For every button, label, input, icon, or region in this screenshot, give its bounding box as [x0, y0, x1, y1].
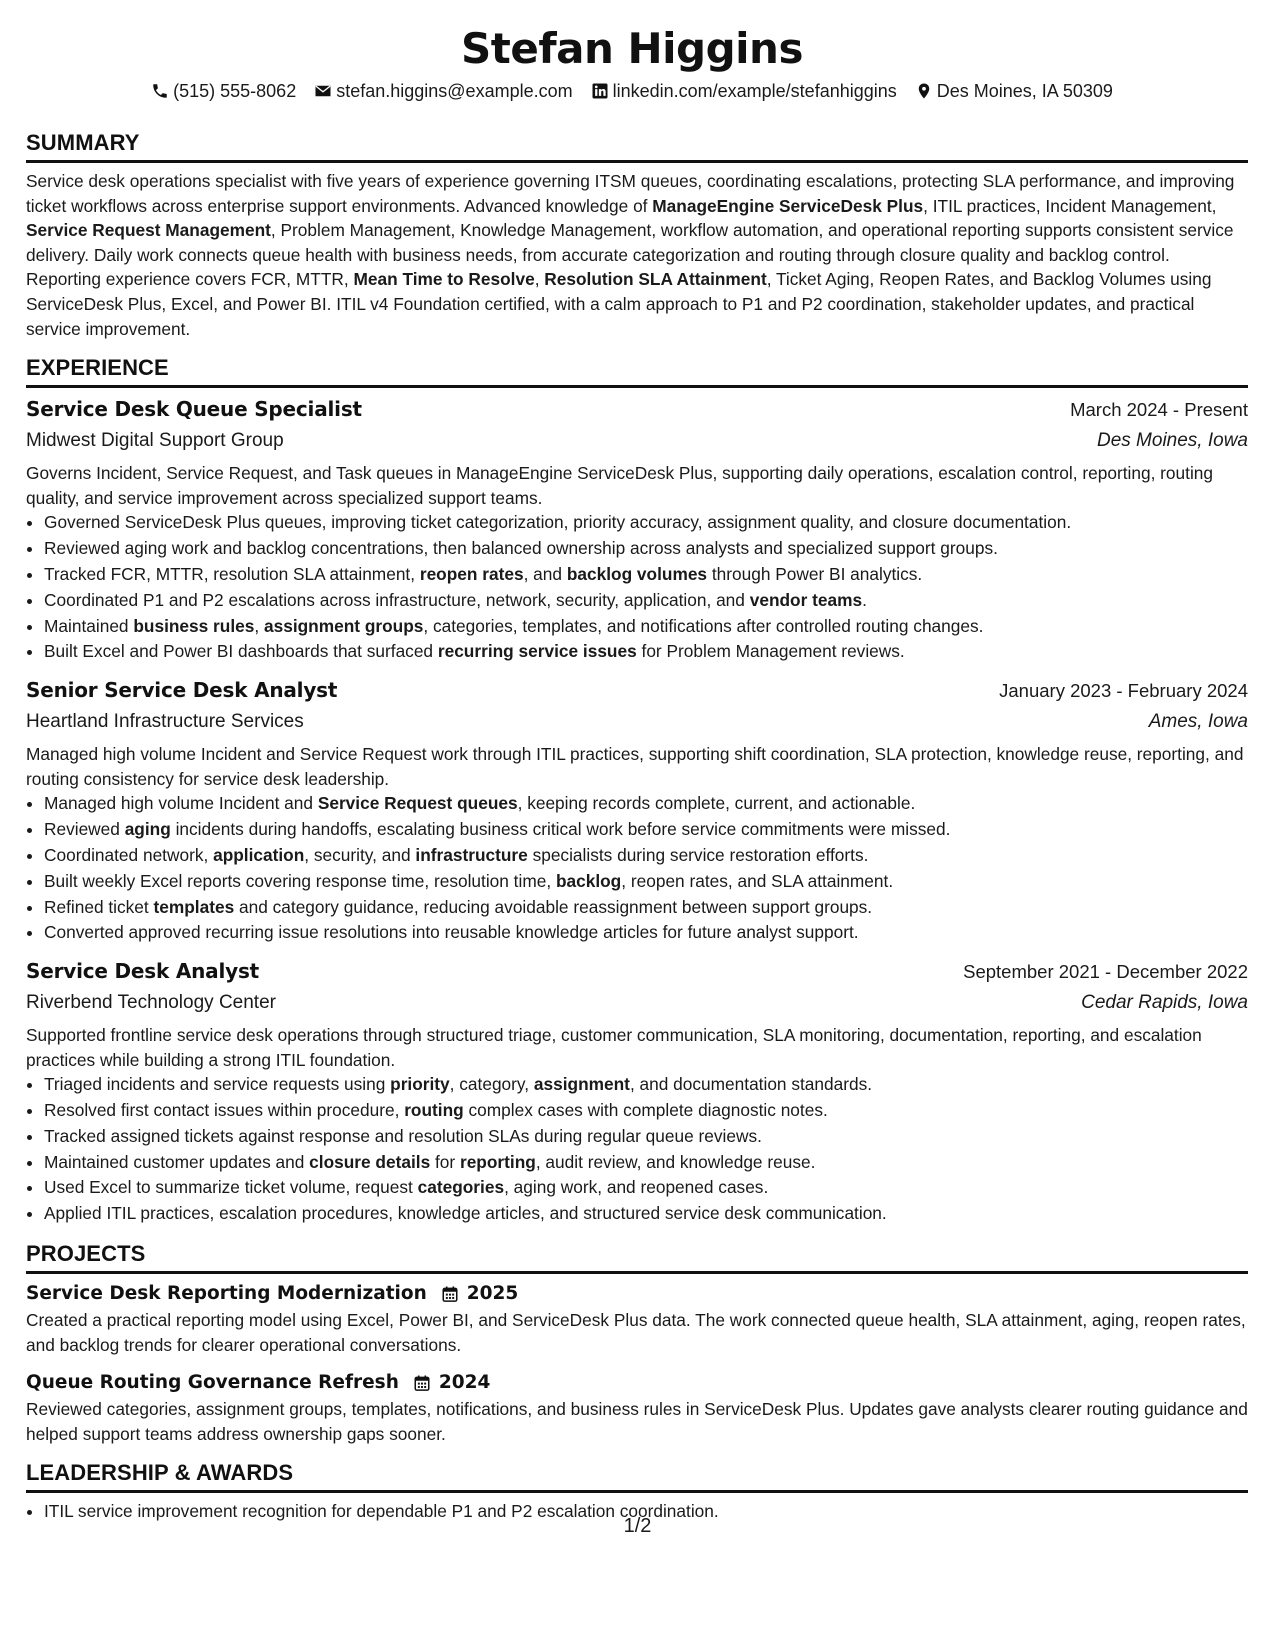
emphasis-text: Service Request Management [26, 220, 271, 241]
emphasis-text: backlog volumes [566, 563, 708, 584]
contact-phone [151, 78, 296, 104]
bullet-item [44, 639, 1248, 665]
section-heading-projects: PROJECTS [26, 1241, 1248, 1274]
project-header [26, 1280, 1248, 1308]
text-run: Maintained customer updates and [44, 1151, 310, 1172]
emphasis-text: recurring service issues [437, 641, 637, 662]
job-bullet-list [26, 1072, 1248, 1227]
job-bullet-list [26, 791, 1248, 946]
experience-section [26, 355, 1248, 1227]
job-location: Cedar Rapids, Iowa [1081, 992, 1248, 1014]
summary-section [26, 130, 1248, 341]
job-company-row [26, 987, 1248, 1019]
bullet-item [44, 1072, 1248, 1098]
text-run: , and documentation standards. [629, 1074, 873, 1095]
emphasis-text: infrastructure [415, 844, 528, 865]
text-run: complex cases with complete diagnostic notes. [463, 1100, 828, 1121]
section-heading-summary: SUMMARY [26, 130, 1248, 163]
emphasis-text: assignment [533, 1074, 630, 1095]
text-run: Coordinated network, [44, 844, 214, 865]
text-run: Refined ticket [44, 896, 154, 917]
contact-location [915, 78, 1113, 104]
map-pin-icon [915, 82, 933, 100]
job-dates: September 2021 - December 2022 [963, 961, 1248, 983]
emphasis-text: vendor teams [749, 589, 863, 610]
project-description: Reviewed categories, assignment groups, templates, notifications, and business rules in ServiceDesk Plus. Updates gave analysts clearer routing guidance and helped support teams address ownership gaps sooner. [26, 1399, 1248, 1444]
text-run: and category guidance, reducing avoidable reassignment between support groups. [234, 896, 873, 917]
linkedin-link[interactable]: linkedin.com/example/stefanhiggins [612, 81, 897, 101]
company-name: Riverbend Technology Center [26, 992, 276, 1014]
text-run: Governed ServiceDesk Plus queues, improving ticket categorization, priority accuracy, assignment quality, and closure documentation. [44, 512, 1072, 533]
job-entry [26, 956, 1248, 1227]
bullet-item [44, 1175, 1248, 1201]
text-run: for Problem Management reviews. [636, 641, 905, 662]
project-description: Created a practical reporting model using Excel, Power BI, and ServiceDesk Plus data. The work connected queue health, SLA attainment, aging, reopen rates, and backlog trends for clearer operational conversations. [26, 1310, 1246, 1355]
envelope-icon [314, 82, 332, 100]
text-run: Managed high volume Incident and [44, 793, 318, 814]
email-link[interactable]: stefan.higgins@example.com [336, 81, 573, 101]
job-entry [26, 394, 1248, 665]
bullet-item [44, 1098, 1248, 1124]
text-run: , ITIL practices, Incident Management, [923, 195, 1217, 216]
phone-icon [151, 82, 169, 100]
text-run: Tracked FCR, MTTR, resolution SLA attainment, [44, 563, 420, 584]
emphasis-text: categories [417, 1177, 505, 1198]
emphasis-text: backlog [555, 870, 622, 891]
location-text: Des Moines, IA 50309 [936, 81, 1113, 101]
emphasis-text: business rules [133, 615, 255, 636]
bullet-item [44, 895, 1248, 921]
job-dates: January 2023 - February 2024 [999, 680, 1248, 702]
text-run: for [430, 1151, 460, 1172]
section-heading-experience: EXPERIENCE [26, 355, 1248, 388]
candidate-name: Stefan Higgins [461, 24, 803, 73]
text-run: , categories, templates, and notifications after controlled routing changes. [423, 615, 984, 636]
emphasis-text: reopen rates [419, 563, 524, 584]
emphasis-text: routing [404, 1100, 464, 1121]
text-run: Built Excel and Power BI dashboards that surfaced [44, 641, 438, 662]
project-entry [26, 1280, 1248, 1357]
job-company-row [26, 425, 1248, 457]
text-run: specialists during service restoration efforts. [527, 844, 869, 865]
bullet-item [44, 536, 1248, 562]
job-list [26, 394, 1248, 1227]
job-description: Managed high volume Incident and Service Request work through ITIL practices, supporting shift coordination, SLA protection, knowledge reuse, reporting, and routing consistency for service desk leadership. [26, 744, 1244, 789]
page-indicator: 1/2 [623, 1515, 652, 1537]
job-header-row [26, 956, 1248, 987]
emphasis-text: Service Request queues [317, 793, 518, 814]
project-list [26, 1280, 1248, 1446]
job-description: Governs Incident, Service Request, and Task queues in ManageEngine ServiceDesk Plus, supporting daily operations, escalation control, reporting, routing quality, and service improvement across specialized support teams. [26, 463, 1214, 508]
emphasis-text: reporting [459, 1151, 536, 1172]
text-run: , Ticket Aging, Reopen Rates, and Backlog Volumes using ServiceDesk Plus, Excel, and Power BI. ITIL v4 Foundation certified, with a calm approach to P1 and P2 coordination, stakeholder updates, and practical service improvement. [26, 269, 1212, 339]
text-run: Used Excel to summarize ticket volume, request [44, 1177, 418, 1198]
bullet-item [44, 614, 1248, 640]
job-company-row [26, 706, 1248, 738]
bullet-item [44, 791, 1248, 817]
project-year: 2024 [438, 1372, 491, 1394]
company-name: Heartland Infrastructure Services [26, 711, 304, 733]
text-run: , Problem Management, Knowledge Management, workflow automation, and operational reporting supports consistent service delivery. Daily work connects queue health with business needs, from accurate categorization and routing through closure quality and backlog control. Reporting experience covers FCR, MTTR, [26, 220, 1234, 290]
text-run: Maintained [44, 615, 134, 636]
text-run: Service desk operations specialist with five years of experience governing ITSM queues, coordinating escalations, protecting SLA performance, and improving ticket workflows across enterprise support environments. Advanced knowledge of [26, 171, 1235, 216]
phone-text: (515) 555-8062 [173, 81, 297, 101]
emphasis-text: closure details [309, 1151, 431, 1172]
job-description: Supported frontline service desk operations through structured triage, customer communication, SLA monitoring, documentation, reporting, and escalation practices while building a strong ITIL foundation. [26, 1025, 1202, 1070]
text-run: . [862, 589, 867, 610]
text-run: through Power BI analytics. [707, 563, 923, 584]
job-bullet-list [26, 510, 1248, 665]
contact-linkedin[interactable] [591, 78, 897, 104]
bullet-item [44, 588, 1248, 614]
project-header [26, 1369, 1248, 1397]
emphasis-text: priority [390, 1074, 450, 1095]
bullet-item [44, 562, 1248, 588]
text-run: , audit review, and knowledge reuse. [535, 1151, 816, 1172]
text-run: ITIL service improvement recognition for dependable P1 and P2 escalation coordination. [44, 1501, 719, 1522]
calendar-icon [441, 1285, 459, 1303]
text-run: , reopen rates, and SLA attainment. [621, 870, 894, 891]
bullet-item [44, 1124, 1248, 1150]
bullet-item [44, 843, 1248, 869]
job-title: Service Desk Queue Specialist [26, 397, 362, 422]
text-run: Reviewed aging work and backlog concentrations, then balanced ownership across analysts and specialized support groups. [44, 538, 998, 559]
bullet-item [44, 869, 1248, 895]
calendar-icon [413, 1374, 431, 1392]
text-run: , and [523, 563, 567, 584]
project-title: Service Desk Reporting Modernization [26, 1283, 427, 1305]
job-header-row [26, 675, 1248, 706]
bullet-item [44, 1201, 1248, 1227]
emphasis-text: aging [124, 819, 171, 840]
job-header-row [26, 394, 1248, 425]
job-dates: March 2024 - Present [1070, 399, 1248, 421]
text-run: Converted approved recurring issue resolutions into reusable knowledge articles for future analyst support. [44, 922, 859, 943]
text-run: Coordinated P1 and P2 escalations across infrastructure, network, security, application, and [44, 589, 750, 610]
text-run: , [534, 269, 545, 290]
text-run: Tracked assigned tickets against response and resolution SLAs during regular queue reviews. [44, 1125, 762, 1146]
company-name: Midwest Digital Support Group [26, 430, 284, 452]
job-title: Senior Service Desk Analyst [26, 678, 338, 703]
section-heading-leadership: LEADERSHIP & AWARDS [26, 1460, 1248, 1493]
job-title: Service Desk Analyst [26, 959, 260, 984]
emphasis-text: application [213, 844, 305, 865]
job-location: Des Moines, Iowa [1096, 430, 1248, 452]
text-run: Built weekly Excel reports covering response time, resolution time, [44, 870, 556, 891]
emphasis-text: Resolution SLA Attainment [544, 269, 767, 290]
projects-section [26, 1241, 1248, 1446]
text-run: Reviewed [44, 819, 125, 840]
text-run: incidents during handoffs, escalating business critical work before service commitments were missed. [170, 819, 951, 840]
contact-email[interactable] [314, 78, 572, 104]
bullet-item [44, 510, 1248, 536]
bullet-item [44, 817, 1248, 843]
linkedin-icon [591, 82, 609, 100]
text-run: Resolved first contact issues within procedure, [44, 1100, 405, 1121]
text-run: , keeping records complete, current, and actionable. [517, 793, 916, 814]
bullet-item [44, 1150, 1248, 1176]
contact-bar [16, 78, 1248, 104]
job-location: Ames, Iowa [1148, 711, 1248, 733]
summary-text [26, 169, 1248, 341]
text-run: , security, and [304, 844, 416, 865]
emphasis-text: assignment groups [263, 615, 424, 636]
project-title: Queue Routing Governance Refresh [26, 1372, 399, 1394]
text-run: , [254, 615, 264, 636]
text-run: Applied ITIL practices, escalation procedures, knowledge articles, and structured service desk communication. [44, 1203, 887, 1224]
emphasis-text: templates [153, 896, 235, 917]
job-entry [26, 675, 1248, 946]
project-year: 2025 [466, 1283, 519, 1305]
text-run: Triaged incidents and service requests using [44, 1074, 391, 1095]
resume-page [26, 18, 1248, 1525]
bullet-item [44, 920, 1248, 946]
text-run: , aging work, and reopened cases. [504, 1177, 769, 1198]
emphasis-text: Mean Time to Resolve [353, 269, 535, 290]
emphasis-text: ManageEngine ServiceDesk Plus [652, 195, 924, 216]
project-entry [26, 1369, 1248, 1446]
text-run: , category, [449, 1074, 534, 1095]
